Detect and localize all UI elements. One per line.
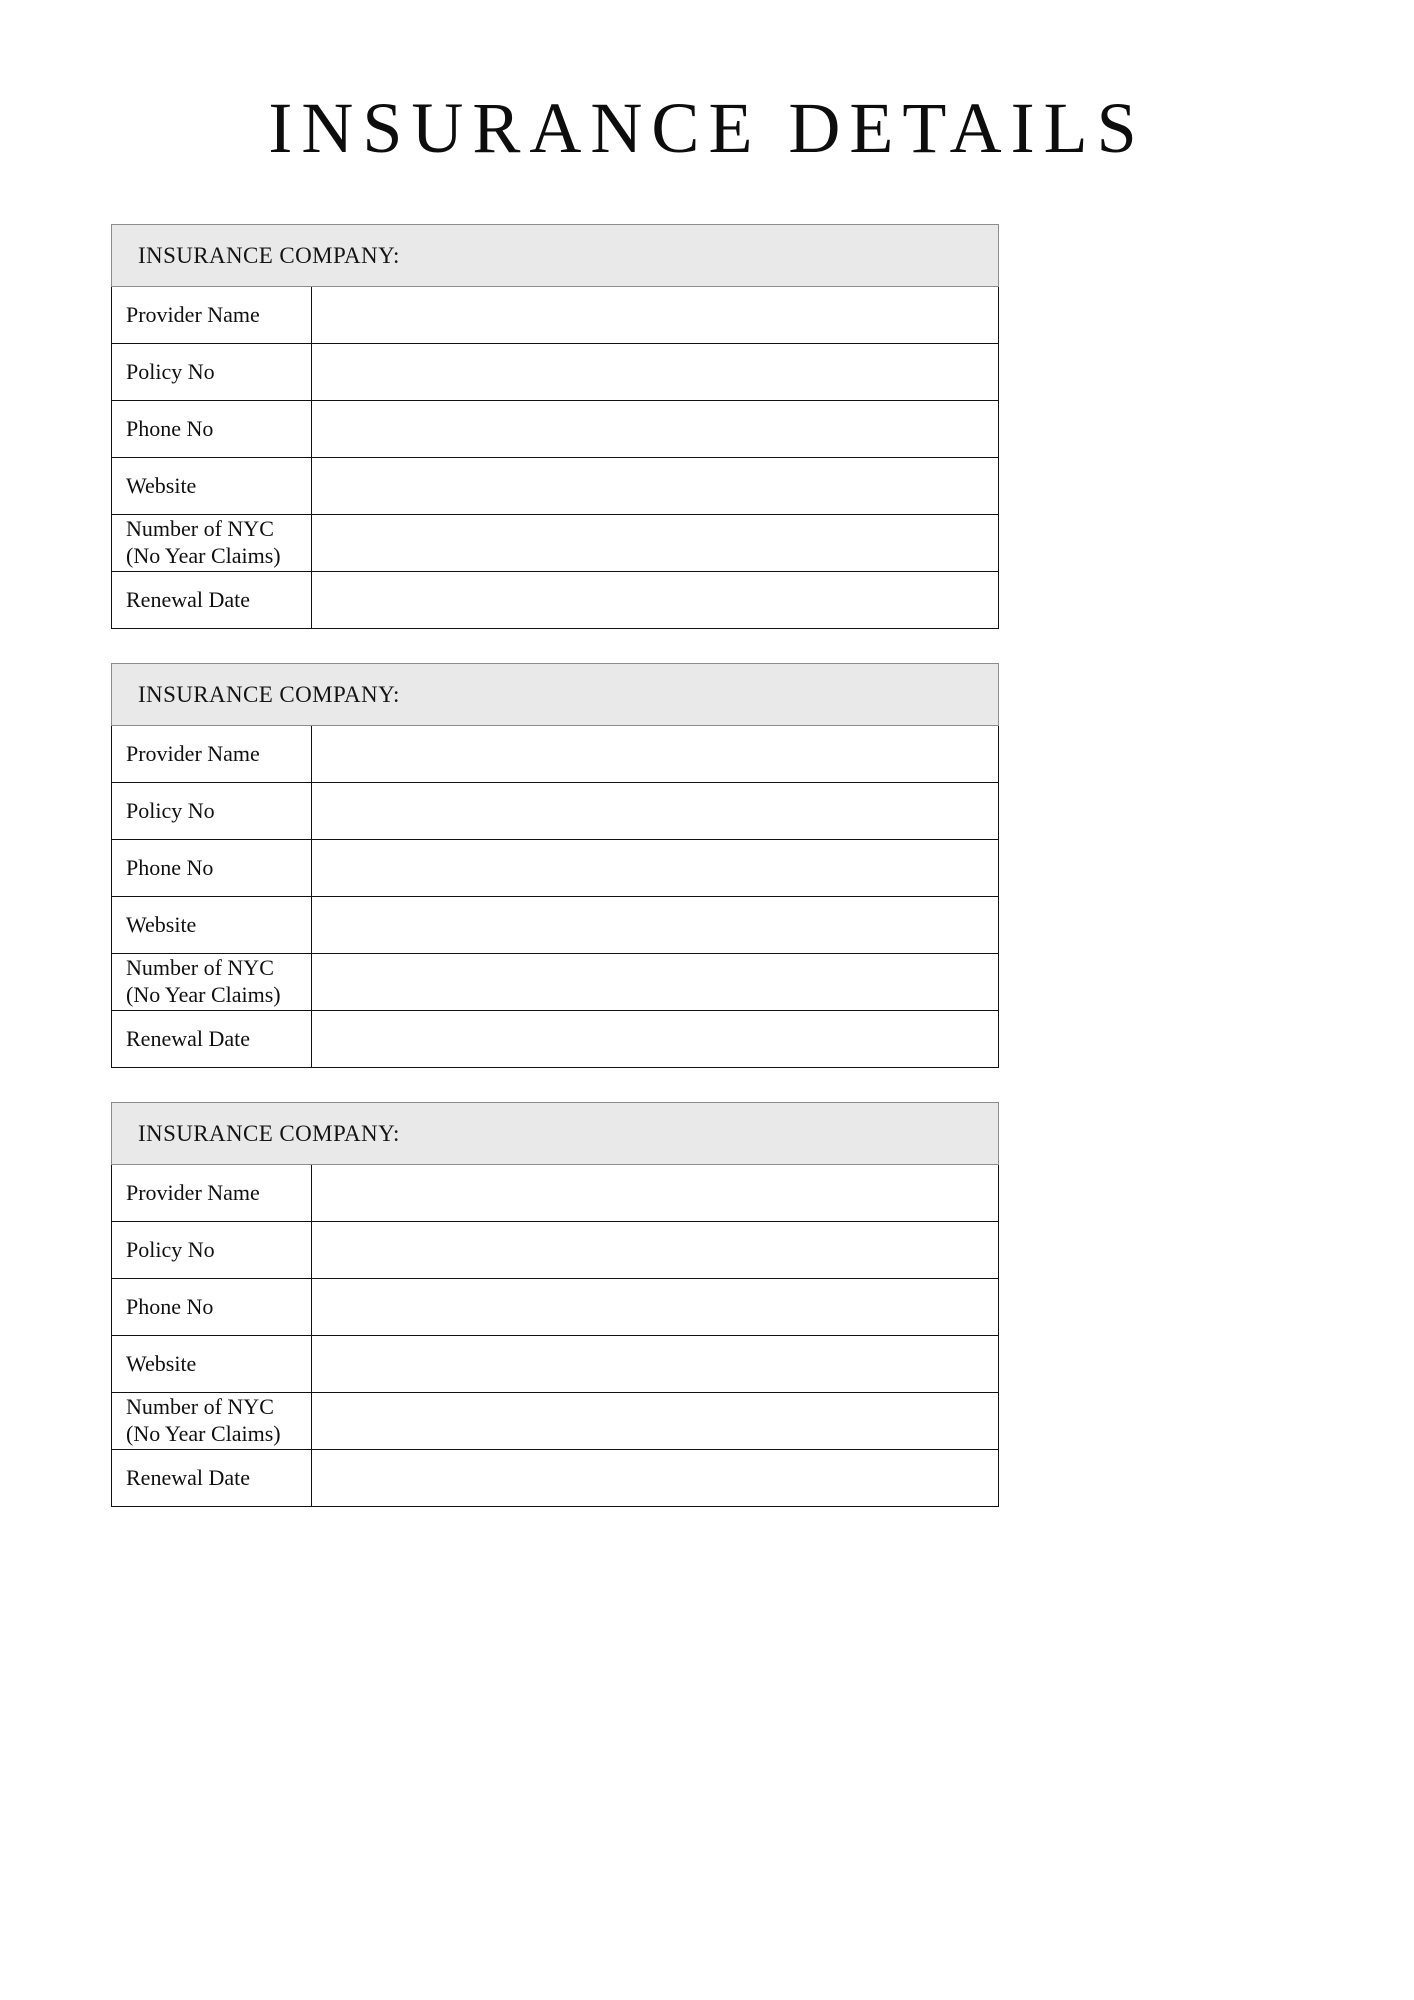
row-label-text: Renewal Date [126, 1464, 250, 1490]
row-label-text: Policy No [126, 1236, 215, 1262]
row-value-text [312, 783, 998, 839]
table-row [112, 840, 999, 897]
row-label-renewal-date [112, 1450, 312, 1507]
row-value-text [312, 1450, 998, 1506]
table-row [112, 954, 999, 1011]
row-value-phone-no[interactable] [312, 401, 999, 458]
row-value-text [312, 1336, 998, 1392]
row-label-text: Renewal Date [126, 1025, 250, 1051]
row-label-website [112, 897, 312, 954]
row-label-text: Website [126, 1350, 197, 1376]
table-header-row [112, 664, 999, 726]
row-label-text-line2: (No Year Claims) [126, 1421, 281, 1446]
table-row [112, 287, 999, 344]
row-value-website[interactable] [312, 458, 999, 515]
row-label-provider-name [112, 287, 312, 344]
row-value-renewal-date[interactable] [312, 572, 999, 629]
row-value-provider-name[interactable] [312, 1165, 999, 1222]
table-row [112, 458, 999, 515]
insurance-company-header-cell [112, 1103, 999, 1165]
row-value-number-of-nyc[interactable] [312, 954, 999, 1011]
insurance-company-header-label: INSURANCE COMPANY: [138, 1120, 400, 1146]
row-value-number-of-nyc[interactable] [312, 515, 999, 572]
row-label-text-line2: (No Year Claims) [126, 982, 281, 1007]
table-row [112, 783, 999, 840]
row-label-phone-no [112, 1279, 312, 1336]
row-value-text [312, 572, 998, 628]
insurance-company-table-2 [111, 663, 999, 1068]
row-value-text [312, 401, 998, 457]
row-label-policy-no [112, 783, 312, 840]
row-value-text [312, 726, 998, 782]
table-row [112, 1222, 999, 1279]
row-label-text: Phone No [126, 1293, 214, 1319]
row-label-phone-no [112, 840, 312, 897]
table-row [112, 572, 999, 629]
row-label-website [112, 458, 312, 515]
row-label-text: Policy No [126, 797, 215, 823]
row-value-text [312, 954, 998, 1010]
table-row [112, 1336, 999, 1393]
row-value-text [312, 515, 998, 571]
table-row [112, 1011, 999, 1068]
row-value-policy-no[interactable] [312, 344, 999, 401]
row-label-text: Phone No [126, 415, 214, 441]
insurance-company-header-label: INSURANCE COMPANY: [138, 681, 400, 707]
row-value-phone-no[interactable] [312, 840, 999, 897]
row-label-text-line2: (No Year Claims) [126, 543, 281, 568]
row-label-text: Number of NYC [126, 516, 274, 542]
row-value-renewal-date[interactable] [312, 1011, 999, 1068]
row-label-text: Policy No [126, 358, 215, 384]
row-value-text [312, 840, 998, 896]
row-label-text: Phone No [126, 854, 214, 880]
row-value-website[interactable] [312, 1336, 999, 1393]
row-label-text: Renewal Date [126, 586, 250, 612]
row-value-text [312, 287, 998, 343]
row-label-provider-name [112, 1165, 312, 1222]
row-value-provider-name[interactable] [312, 287, 999, 344]
table-header-row [112, 1103, 999, 1165]
row-label-text: Number of NYC [126, 955, 274, 981]
page-title: INSURANCE DETAILS [268, 88, 1146, 168]
row-value-renewal-date[interactable] [312, 1450, 999, 1507]
row-label-phone-no [112, 401, 312, 458]
table-row [112, 1279, 999, 1336]
table-header-row [112, 225, 999, 287]
row-value-phone-no[interactable] [312, 1279, 999, 1336]
table-row [112, 401, 999, 458]
table-row [112, 515, 999, 572]
table-row [112, 1393, 999, 1450]
insurance-company-table-3 [111, 1102, 999, 1507]
row-value-number-of-nyc[interactable] [312, 1393, 999, 1450]
row-value-provider-name[interactable] [312, 726, 999, 783]
row-label-text: Number of NYC [126, 1394, 274, 1420]
insurance-company-header-cell [112, 225, 999, 287]
table-row [112, 897, 999, 954]
row-value-text [312, 458, 998, 514]
row-label-text: Website [126, 911, 197, 937]
row-label-number-of-nyc [112, 1393, 312, 1450]
row-value-text [312, 1279, 998, 1335]
row-label-text: Provider Name [126, 301, 260, 327]
row-label-text: Website [126, 472, 197, 498]
row-value-website[interactable] [312, 897, 999, 954]
row-label-policy-no [112, 1222, 312, 1279]
insurance-company-table-1 [111, 224, 999, 629]
row-label-policy-no [112, 344, 312, 401]
row-value-text [312, 1222, 998, 1278]
row-value-text [312, 1011, 998, 1067]
table-row [112, 726, 999, 783]
row-value-text [312, 897, 998, 953]
insurance-company-header-label: INSURANCE COMPANY: [138, 242, 400, 268]
row-label-website [112, 1336, 312, 1393]
table-row [112, 1450, 999, 1507]
row-label-text: Provider Name [126, 1179, 260, 1205]
row-label-text: Provider Name [126, 740, 260, 766]
row-value-policy-no[interactable] [312, 783, 999, 840]
table-row [112, 1165, 999, 1222]
row-label-provider-name [112, 726, 312, 783]
row-value-text [312, 344, 998, 400]
row-label-renewal-date [112, 1011, 312, 1068]
table-row [112, 344, 999, 401]
insurance-company-header-cell [112, 664, 999, 726]
row-value-policy-no[interactable] [312, 1222, 999, 1279]
row-value-text [312, 1393, 998, 1449]
row-label-number-of-nyc [112, 954, 312, 1011]
insurance-sections-container [0, 224, 1414, 1507]
row-label-number-of-nyc [112, 515, 312, 572]
row-value-text [312, 1165, 998, 1221]
row-label-renewal-date [112, 572, 312, 629]
